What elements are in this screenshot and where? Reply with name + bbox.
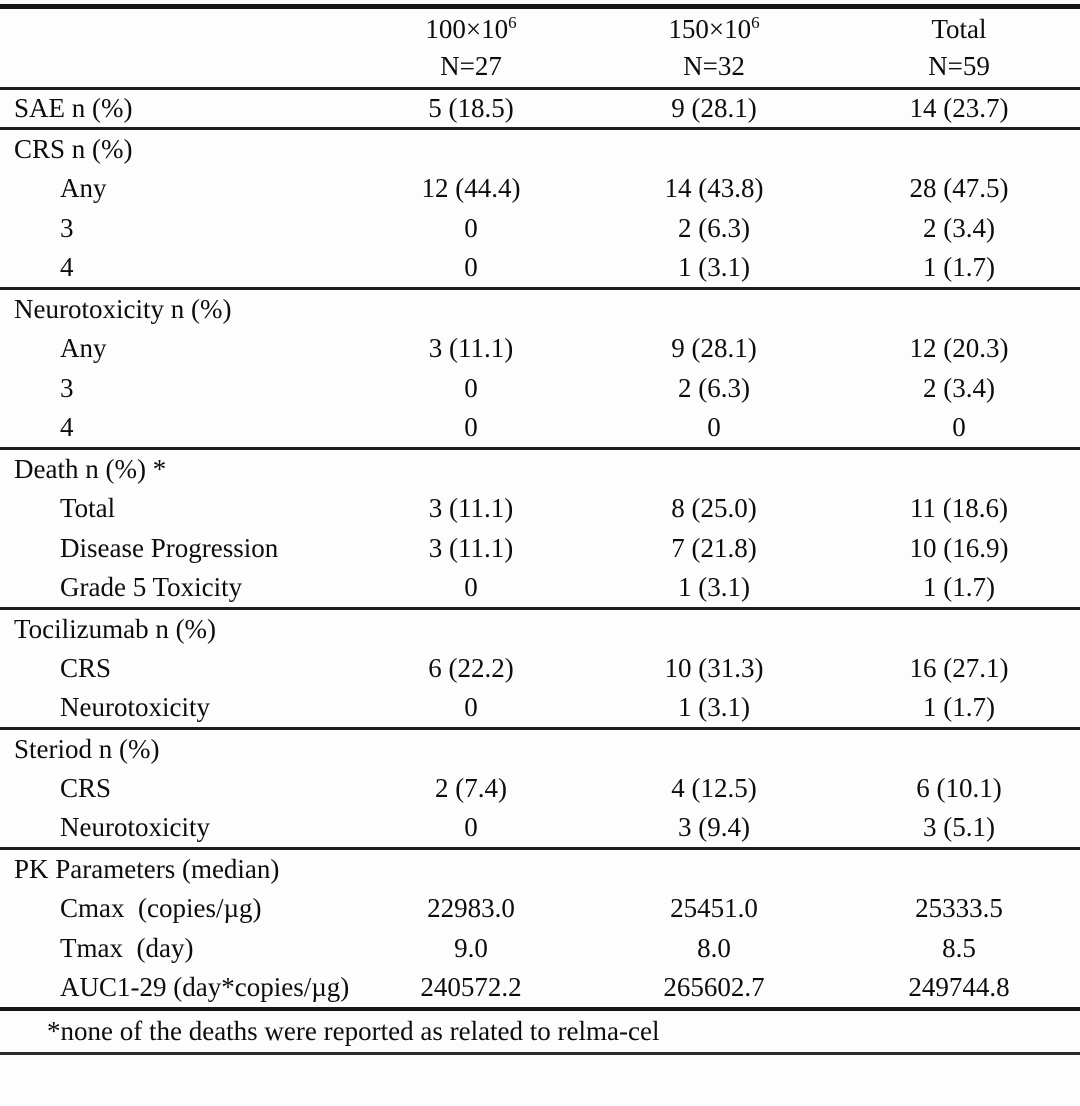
row-label: Cmax (copies/µg) <box>60 893 262 923</box>
table-row <box>0 649 1080 689</box>
cell-value: 240572.2 <box>352 969 590 1009</box>
cell-value: 0 <box>464 213 478 243</box>
row-label: Any <box>60 173 107 203</box>
cell-value: 2 (7.4) <box>435 773 507 803</box>
column-header-row <box>0 7 1080 89</box>
cell-value: 0 <box>352 689 590 729</box>
cell-value: 10 (31.3) <box>664 653 764 683</box>
exponent: 6 <box>751 13 760 32</box>
row-label: Total <box>60 493 116 523</box>
cell-value: 0 <box>352 809 590 849</box>
cell-value: 7 (21.8) <box>671 533 757 563</box>
cell-value: 16 (27.1) <box>909 653 1009 683</box>
table-row <box>0 249 1080 289</box>
table-footnote: *none of the deaths were reported as related to relma-cel <box>0 1009 1080 1054</box>
cell-value: 1 (3.1) <box>590 249 838 289</box>
cell-value: 3 (11.1) <box>428 333 514 363</box>
row-label: Tmax (day) <box>60 933 194 963</box>
column-header-dose-150 <box>590 7 838 89</box>
safety-pk-results-table <box>0 4 1080 1055</box>
section-header-tocilizumab <box>0 609 1080 649</box>
cell-value: 25333.5 <box>915 893 1003 923</box>
cell-value: 10 (16.9) <box>909 533 1009 563</box>
cell-value: 22983.0 <box>427 893 515 923</box>
cell-value: 12 (44.4) <box>421 173 521 203</box>
cell-value: 8.5 <box>942 933 976 963</box>
cell-value: 6 (22.2) <box>428 653 514 683</box>
row-label: Neurotoxicity <box>0 809 352 849</box>
table-row <box>0 769 1080 809</box>
section-title: Death n (%) * <box>14 453 167 484</box>
cell-value: 0 <box>838 409 1080 449</box>
dose-label: $100\times 10^6$ <box>425 13 517 44</box>
cell-value: 0 <box>590 409 838 449</box>
cell-value: 0 <box>352 569 590 609</box>
section-title: PK Parameters (median) <box>14 853 280 884</box>
row-label: 3 <box>60 373 74 403</box>
section-header-crs <box>0 129 1080 169</box>
row-label: CRS <box>60 653 112 683</box>
cell-value: 265602.7 <box>590 969 838 1009</box>
row-label: Disease Progression <box>60 533 279 563</box>
row-label: 4 <box>0 409 352 449</box>
cell-value: 28 (47.5) <box>909 173 1009 203</box>
cell-value: 2 (3.4) <box>923 373 995 403</box>
row-label: 4 <box>0 249 352 289</box>
table-row <box>0 329 1080 369</box>
section-title: Tocilizumab n (%) <box>14 613 217 644</box>
column-header-total <box>838 7 1080 89</box>
cell-value: 0 <box>352 409 590 449</box>
n-label: N=32 <box>683 51 745 81</box>
cell-value: 8.0 <box>697 933 731 963</box>
exponent: 6 <box>508 13 517 32</box>
cell-value: 9 (28.1) <box>671 333 757 363</box>
cell-value: 1 (1.7) <box>838 689 1080 729</box>
table-row <box>0 409 1080 449</box>
cell-value: 9.0 <box>454 933 488 963</box>
table-row <box>0 169 1080 209</box>
dose-label: $150\times 10^6$ <box>668 13 760 44</box>
row-label: Neurotoxicity <box>0 689 352 729</box>
cell-value: 1 (3.1) <box>590 689 838 729</box>
table-row <box>0 929 1080 969</box>
row-label: AUC1-29 (day*copies/µg) <box>0 969 352 1009</box>
n-label: N=59 <box>928 51 990 81</box>
section-header-death <box>0 449 1080 489</box>
cell-value: 14 (43.8) <box>664 173 764 203</box>
section-header-sae <box>0 89 1080 129</box>
cell-value: 14 (23.7) <box>838 89 1080 129</box>
cell-value: 2 (6.3) <box>678 213 750 243</box>
table-row <box>0 689 1080 729</box>
cell-value: 3 (5.1) <box>838 809 1080 849</box>
column-header-dose-100 <box>352 7 590 89</box>
row-label: SAE n (%) <box>0 89 352 129</box>
table-row <box>0 209 1080 249</box>
cell-value: 2 (3.4) <box>923 213 995 243</box>
cell-value: 8 (25.0) <box>671 493 757 523</box>
section-header-neurotoxicity <box>0 289 1080 329</box>
n-label: N=27 <box>440 51 502 81</box>
cell-value: 1 (1.7) <box>838 249 1080 289</box>
table-row <box>0 889 1080 929</box>
table-row <box>0 809 1080 849</box>
table-row <box>0 969 1080 1009</box>
cell-value: 6 (10.1) <box>916 773 1002 803</box>
cell-value: 4 (12.5) <box>671 773 757 803</box>
cell-value: 3 (11.1) <box>428 493 514 523</box>
cell-value: 1 (1.7) <box>838 569 1080 609</box>
cell-value: 249744.8 <box>838 969 1080 1009</box>
cell-value: 3 (9.4) <box>590 809 838 849</box>
row-label: Any <box>60 333 107 363</box>
table-row <box>0 489 1080 529</box>
section-header-pk-parameters <box>0 849 1080 889</box>
row-label: Grade 5 Toxicity <box>0 569 352 609</box>
cell-value: 0 <box>464 373 478 403</box>
cell-value: 0 <box>352 249 590 289</box>
dose-label: Total <box>931 14 987 44</box>
cell-value: 1 (3.1) <box>590 569 838 609</box>
table-row <box>0 369 1080 409</box>
section-title: CRS n (%) <box>14 133 133 164</box>
cell-value: 3 (11.1) <box>428 533 514 563</box>
section-title: Steriod n (%) <box>14 733 160 764</box>
row-label: CRS <box>60 773 112 803</box>
section-title: Neurotoxicity n (%) <box>14 293 232 324</box>
row-label: 3 <box>60 213 74 243</box>
cell-value: 5 (18.5) <box>352 89 590 129</box>
column-header-empty <box>0 7 352 89</box>
cell-value: 11 (18.6) <box>910 493 1008 523</box>
cell-value: 12 (20.3) <box>909 333 1009 363</box>
table-row <box>0 569 1080 609</box>
cell-value: 2 (6.3) <box>678 373 750 403</box>
cell-value: 9 (28.1) <box>590 89 838 129</box>
cell-value: 25451.0 <box>670 893 758 923</box>
table-row <box>0 529 1080 569</box>
section-header-steriod <box>0 729 1080 769</box>
table-footnote-row <box>0 1009 1080 1054</box>
